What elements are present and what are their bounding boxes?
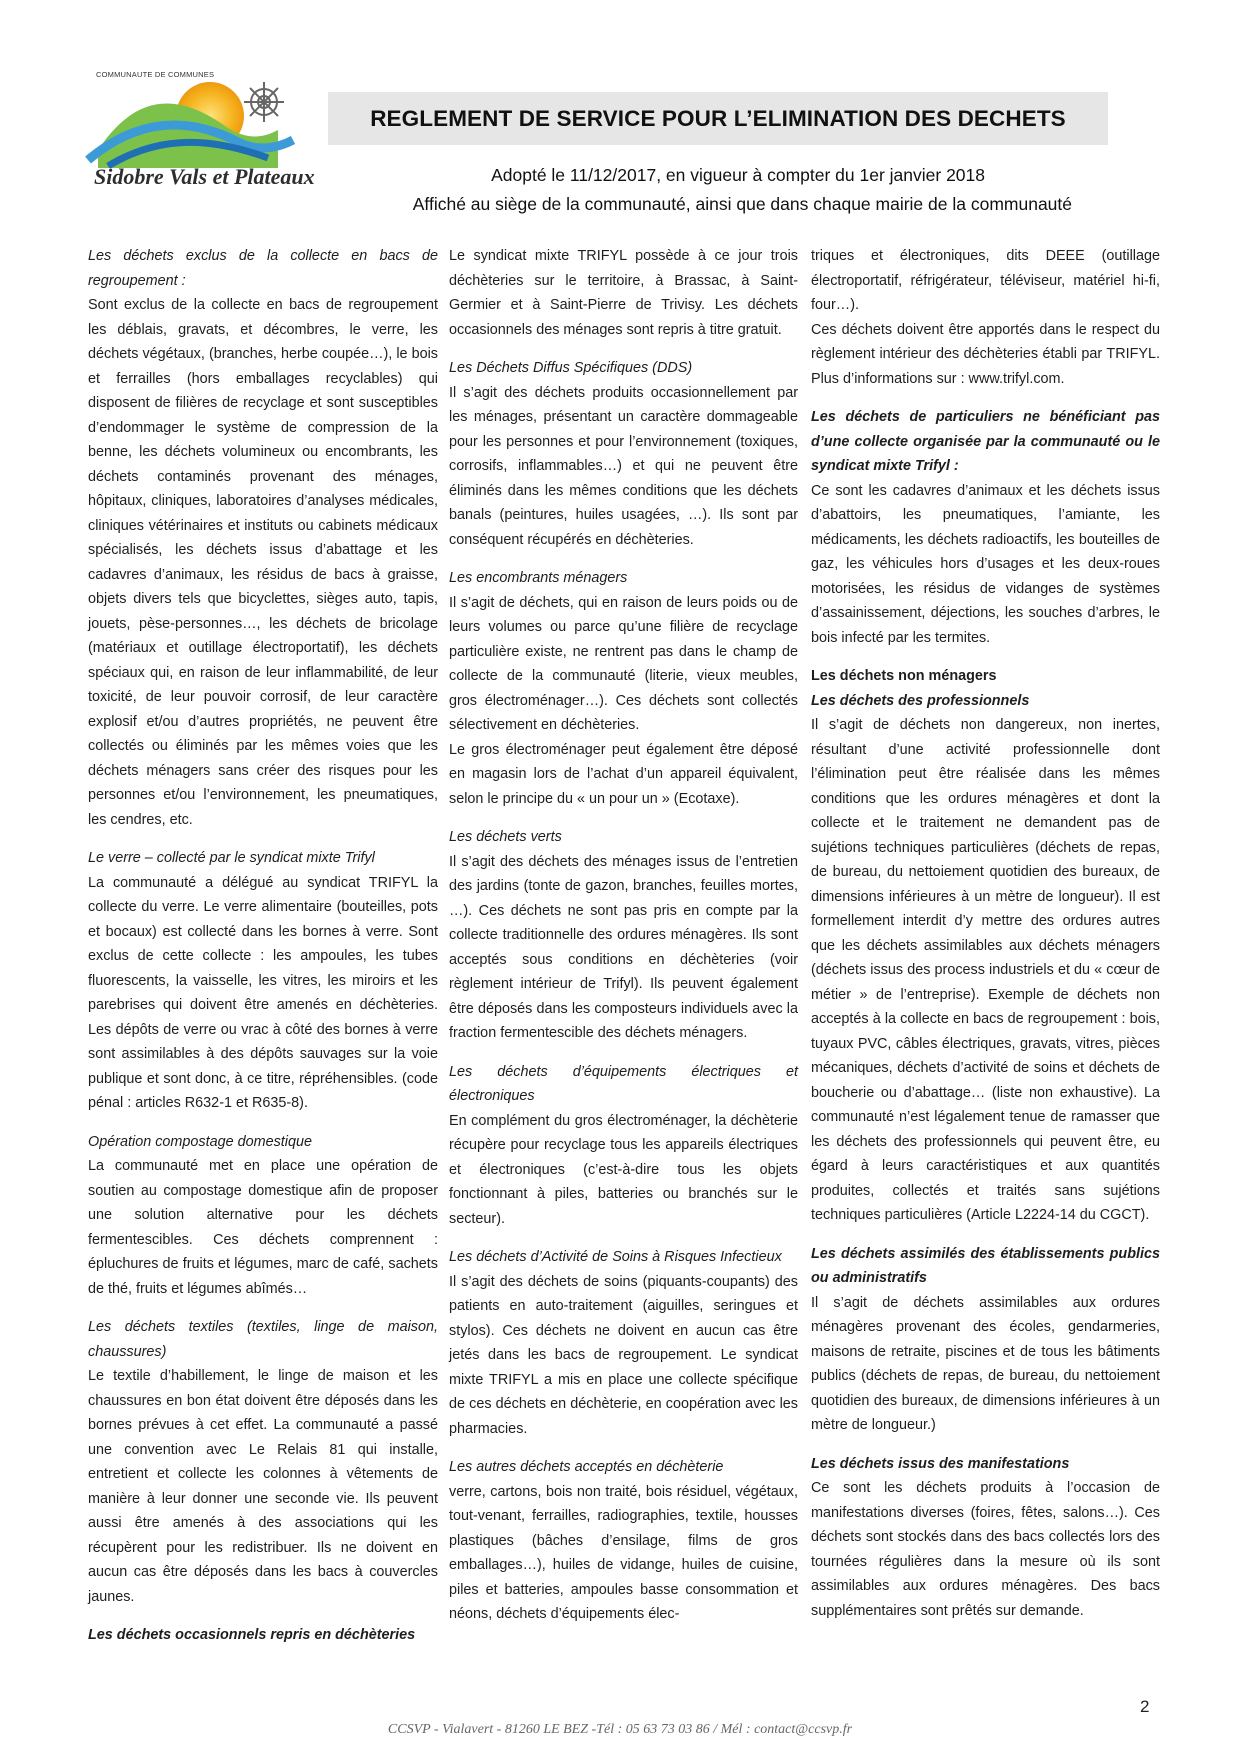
section-heading: Les déchets exclus de la collecte en bacs de regroupement :: [88, 248, 438, 289]
section-heading: Les déchets d’Activité de Soins à Risques Infectieux: [449, 1249, 782, 1265]
logo: [78, 68, 328, 193]
section-paragraph: verre, cartons, bois non traité, bois résiduel, végétaux, tout-venant, ferrailles, radiographies, textile, housses plastiques (bâches d’ensilage, films de gros emballages…), huiles de vidange, huiles de cuisine, piles et batteries, ampoules basse consommation et néons, déchets d’équipements élec-: [449, 1483, 798, 1622]
section-paragraph: Le textile d’habillement, le linge de maison et les chaussures en bon état doivent être déposés dans les bornes prévues à cet effet. La communauté a passé une convention avec Le Relais 81 qui installe, entretient et collecte les colonnes à vêtements de manière à leur donner une seconde vie. Ils peuvent aussi être amenés à des associations qui les récupèrent pour les redistribuer. Ils ne doivent en aucun cas être déposés dans les bacs à couvercles jaunes.: [88, 1368, 438, 1605]
logo-tagline: Sidobre Vals et Plateaux: [94, 164, 315, 189]
section-paragraph: Le gros électroménager peut également être déposé en magasin lors de l’achat d’un appareil équivalent, selon le principe du « un pour un » (Ecotaxe).: [449, 741, 798, 807]
section-paragraph: Il s’agit des déchets de soins (piquants-coupants) des patients en auto-traitement (aiguilles, seringues et stylos). Ces déchets ne doivent en aucun cas être jetés dans les bacs de regroupement. Le syndicat mixte TRIFYL a mis en place une collecte spécifique de ces déchets en déchèterie, en coopération avec les pharmacies.: [449, 1273, 798, 1437]
section-paragraph: Il s’agit de déchets, qui en raison de leurs poids ou de leurs volumes ou parce qu’une filière de recyclage particulière existe, ne rentrent pas dans le champ de collecte de la communauté (literie, vieux meubles, gros électroménager…). Ces déchets sont collectés sélectivement en déchèteries.: [449, 594, 798, 733]
section-heading: Les déchets occasionnels repris en déchèteries: [88, 1627, 416, 1643]
posting-note: Affiché au siège de la communauté, ainsi que dans chaque mairie de la communauté: [412, 194, 1072, 214]
section-paragraph: Il s’agit des déchets produits occasionnellement par les ménages, présentant un caractère dommageable pour les personnes et pour l’environnement (toxiques, corrosifs, inflammables…) et qui ne peuvent être éliminés dans les mêmes conditions que les déchets banals (peintures, huiles usagées, …). Ils sont par conséquent récupérés en déchèteries.: [449, 384, 798, 548]
column-3: [811, 244, 1160, 1637]
section-heading: Les déchets assimilés des établissements publics ou administratifs: [811, 1245, 1160, 1286]
section-paragraph: Ce sont les cadavres d’animaux et les déchets issus d’abattoirs, les pneumatiques, l’amiante, les médicaments, les déchets radioactifs, les bouteilles de gaz, les véhicules hors d’usages et les deux-roues motorisées, les résidus de vidanges de systèmes d’assainissement, déjections, les souches d’arbres, le bois infecté par les termites.: [811, 482, 1160, 646]
section-heading: Les autres déchets acceptés en déchèterie: [449, 1459, 724, 1475]
page-number: 2: [1140, 1697, 1150, 1716]
section-paragraph: triques et électroniques, dits DEEE (outillage électroportatif, réfrigérateur, téléviseur, matériel hi-fi, four…).: [811, 248, 1160, 313]
section-heading: Les encombrants ménagers: [449, 570, 628, 586]
section-paragraph: Il s’agit de déchets non dangereux, non inertes, résultant d’une activité professionnelle dont l’élimination peut être réalisée dans les mêmes conditions que les ordures ménagères et dont la collecte et le traitement ne demandent pas de sujétions techniques particulières (déchets de repas, de bureau, du nettoiement quotidien des bureaux, de dimensions inférieures à un mètre de longueur). Il est formellement interdit d’y mettre des ordures autres que les déchets assimilables aux déchets ménagers (déchets issus des process industriels et du « cœur de métier » de l’entreprise). Exemple de déchets non acceptés à la collecte en bacs de regroupement : bois, tuyaux PVC, câbles électriques, gravats, vitres, pièces mécaniques, déchets d’activité de soins et déchets de boucherie ou d’abattage… (liste non exhaustive). La communauté n’est légalement tenue de ramasser que les déchets des professionnels qui peuvent être, eu égard à leurs caractéristiques et aux quantités produites, collectés et traités sans sujétions techniques particulières (Article L2224-14 du CGCT).: [811, 717, 1160, 1223]
column-2: [449, 244, 798, 1641]
section-paragraph: Il s’agit des déchets des ménages issus de l’entretien des jardins (tonte de gazon, branches, feuilles mortes, …). Ces déchets ne sont pas pris en compte par la collecte traditionnelle des ordures ménagères. Ils sont acceptés sous conditions en déchèteries (voir règlement intérieur de Trifyl). Ils peuvent également être déposés dans les composteurs individuels avec la fraction fermentescible des déchets ménagers.: [449, 853, 798, 1041]
section-paragraph: En complément du gros électroménager, la déchèterie récupère pour recyclage tous les appareils électriques et électroniques (c’est-à-dire tous les objets fonctionnant à piles, batteries ou branchés sur le secteur).: [449, 1112, 798, 1227]
column-1: [88, 244, 438, 1662]
logo-landscape-icon: [78, 78, 308, 168]
footer-contact: CCSVP - Vialavert - 81260 LE BEZ -Tél : 05 63 73 03 86 / Mél : contact@ccsvp.fr: [387, 1722, 853, 1737]
section-paragraph: Sont exclus de la collecte en bacs de regroupement les déblais, gravats, et décombres, le verre, les déchets végétaux, (branches, herbe coupée…), le bois et ferrailles (hors emballages recyclables) qui disposent de filières de recyclage et sont susceptibles d’endommager le système de compression de la benne, les déchets volumineux ou encombrants, les déchets contaminés provenant des ménages, hôpitaux, cliniques, laboratoires d’analyses médicales, cliniques vétérinaires et instituts ou cabinets médicaux spécialisés, les déchets issus d’abattage et les cadavres d’animaux, les résidus de bacs à graisse, objets divers tels que bicyclettes, sièges auto, tapis, jouets, pèse-personnes…, les déchets de bricolage (matériaux et outillage électroportatif), les déchets spéciaux qui, en raison de leur inflammabilité, de leur toxicité, de leur pouvoir corrosif, de leur caractère explosif et/ou d’autres propriétés, ne peuvent être collectés ou éliminés par les mêmes voies que les déchets ménagers sans créer des risques pour les personnes et/ou l’environnement, les pneumatiques, les cendres, etc.: [88, 297, 438, 828]
logo-org-name: COMMUNAUTE DE COMMUNES: [96, 70, 215, 79]
section-paragraph: Il s’agit de déchets assimilables aux ordures ménagères provenant des écoles, gendarmeries, maisons de retraite, piscines et de tous les bâtiments publics (déchets de repas, de bureau, du nettoiement quotidien des bureaux, de dimensions inférieures à un mètre de longueur.): [811, 1294, 1160, 1433]
section-heading: Les Déchets Diffus Spécifiques (DDS): [449, 360, 693, 376]
section-paragraph: Ces déchets doivent être apportés dans le respect du règlement intérieur des déchèteries établi par TRIFYL. Plus d’informations sur : www.trifyl.com.: [811, 321, 1160, 387]
adoption-date: Adopté le 11/12/2017, en vigueur à compter du 1er janvier 2018: [491, 165, 985, 185]
section-paragraph: Le syndicat mixte TRIFYL possède à ce jour trois déchèteries sur le territoire, à Brassac, à Saint-Germier et à Saint-Pierre de Trivisy. Les déchets occasionnels des ménages sont repris à titre gratuit.: [449, 248, 798, 338]
section-paragraph: Ce sont les déchets produits à l’occasion de manifestations diverses (foires, fêtes, salons…). Ces déchets sont stockés dans des bacs collectés lors des tournées régulières dans la mesure où ils sont assimilables aux ordures ménagères. Des bacs supplémentaires sont prêtés sur demande.: [811, 1480, 1160, 1619]
section-heading: Les déchets d’équipements électriques et électroniques: [449, 1063, 798, 1104]
section-heading: Les déchets non ménagers: [811, 668, 997, 684]
section-heading: Le verre – collecté par le syndicat mixte Trifyl: [88, 850, 375, 866]
section-heading: Opération compostage domestique: [88, 1133, 312, 1150]
section-heading: Les déchets issus des manifestations: [811, 1455, 1070, 1472]
section-subheading: Les déchets des professionnels: [811, 692, 1030, 709]
title-bar: [328, 92, 1108, 145]
section-heading: Les déchets verts: [449, 829, 562, 845]
section-paragraph: La communauté met en place une opération de soutien au compostage domestique afin de proposer une solution alternative pour les déchets fermentescibles. Ces déchets comprennent : épluchures de fruits et légumes, marc de café, sachets de thé, fruits et légumes abîmés…: [88, 1158, 438, 1297]
section-heading: Les déchets textiles (textiles, linge de maison, chaussures): [88, 1319, 438, 1360]
section-heading: Les déchets de particuliers ne bénéficiant pas d’une collecte organisée par la communauté ou le syndicat mixte Trifyl :: [811, 409, 1160, 474]
page-title: REGLEMENT DE SERVICE POUR L’ELIMINATION DES DECHETS: [370, 105, 1066, 131]
section-paragraph: La communauté a délégué au syndicat TRIFYL la collecte du verre. Le verre alimentaire (bouteilles, pots et bocaux) est collecté dans les bornes à verre. Sont exclus de cette collecte : les ampoules, les tubes fluorescents, la vaisselle, les vitres, les miroirs et les parebrises qui doivent être amenés en déchèteries. Les dépôts de verre ou vrac à côté des bornes à verre sont assimilables à des dépôts sauvages sur la voie publique et sont donc, à ce titre, répréhensibles. (code pénal : articles R632-1 et R635-8).: [88, 874, 438, 1111]
